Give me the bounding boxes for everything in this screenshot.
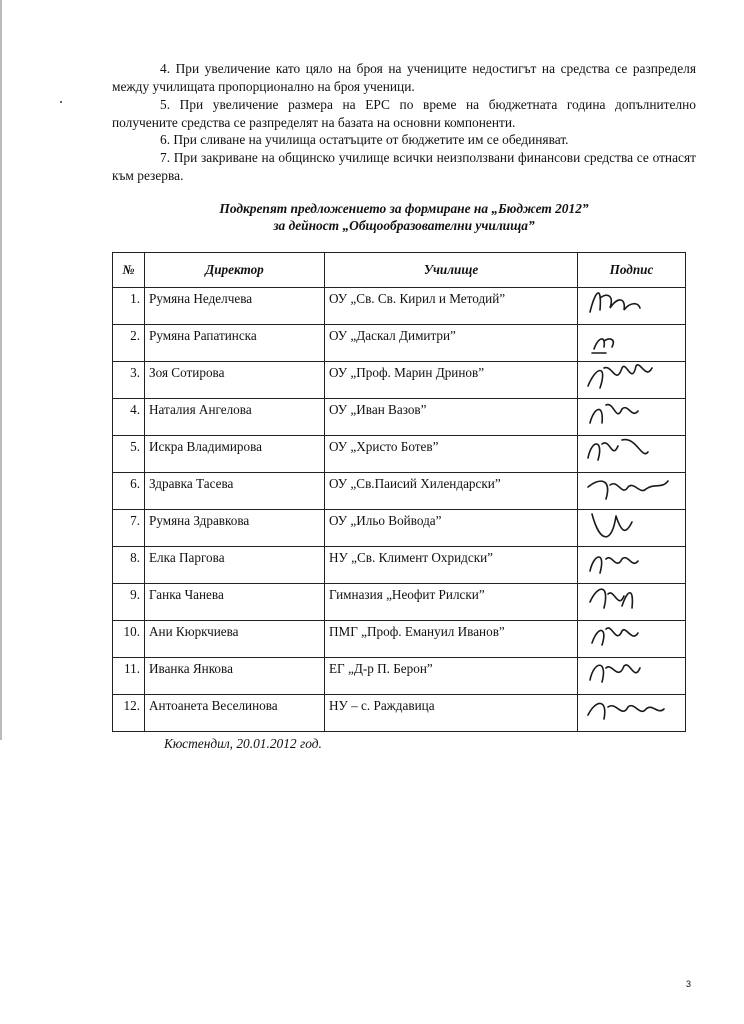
signature-stroke [588,365,652,388]
row-number: 2. [113,325,145,362]
director-name: Румяна Неделчева [145,288,325,325]
signature-stroke [592,514,632,537]
director-name: Здравка Тасева [145,473,325,510]
support-heading [112,200,696,234]
page-number: 3 [686,979,692,989]
school-name: НУ „Св. Климент Охридски” [325,547,578,584]
scan-edge [0,0,2,740]
director-name: Зоя Сотирова [145,362,325,399]
signature-stroke [590,557,638,573]
paragraph-6: 6. При сливане на училища остатъците от бюджетите им се обединяват. [160,132,569,147]
header-school: Училище [325,253,578,288]
school-name: ОУ „Ильо Войвода” [325,510,578,547]
signatures-table [112,252,686,732]
row-number: 4. [113,399,145,436]
row-number: 6. [113,473,145,510]
director-name: Румяна Здравкова [145,510,325,547]
director-name: Румяна Рапатинска [145,325,325,362]
row-number: 12. [113,695,145,732]
school-name: ОУ „Христо Ботев” [325,436,578,473]
header-director: Директор [145,253,325,288]
handwritten-signature [582,689,678,733]
signature-stroke [588,481,668,499]
director-name: Елка Паргова [145,547,325,584]
heading-line-1: Подкрепят предложението за формиране на „Бюджет 2012” [219,201,589,216]
signature-stroke [590,589,632,608]
school-name: Гимназия „Неофит Рилски” [325,584,578,621]
paragraph-5: 5. При увеличение размера на ЕРС по време на бюджетната година допълнително получените средства се разпределят на базата на основни компоненти. [112,97,696,130]
school-name: ПМГ „Проф. Емануил Иванов” [325,621,578,658]
school-name: ЕГ „Д-р П. Берон” [325,658,578,695]
row-number: 10. [113,621,145,658]
director-name: Наталия Ангелова [145,399,325,436]
row-number: 9. [113,584,145,621]
row-number: 5. [113,436,145,473]
row-number: 1. [113,288,145,325]
director-name: Антоанета Веселинова [145,695,325,732]
signature-stroke [590,293,640,312]
director-name: Иванка Янкова [145,658,325,695]
director-name: Ани Кюркчиева [145,621,325,658]
school-name: ОУ „Иван Вазов” [325,399,578,436]
row-number: 7. [113,510,145,547]
place-date: Кюстендил, 20.01.2012 год. [164,736,322,751]
director-name: Ганка Чанева [145,584,325,621]
school-name: ОУ „Проф. Марин Дринов” [325,362,578,399]
table-row [113,695,686,732]
school-name: НУ – с. Раждавица [325,695,578,732]
paragraph-7: 7. При закриване на общинско училище всички неизползвани финансови средства се отнасят към резерва. [112,150,696,183]
header-num: № [113,253,145,288]
director-name: Искра Владимирова [145,436,325,473]
row-number: 3. [113,362,145,399]
scan-dot [60,101,62,103]
signature-stroke [592,628,638,645]
school-name: ОУ „Даскал Димитри” [325,325,578,362]
signature-stroke [590,405,638,423]
row-number: 8. [113,547,145,584]
header-signature: Подпис [578,253,686,288]
signature-stroke [592,339,613,353]
signature-stroke [590,665,640,682]
paragraph-4: 4. При увеличение като цяло на броя на учениците недостигът на средства се разпределя между училищата пропорционално на броя ученици. [112,61,696,94]
school-name: ОУ „Св. Св. Кирил и Методий” [325,288,578,325]
school-name: ОУ „Св.Паисий Хилендарски” [325,473,578,510]
heading-line-2: за дейност „Общообразователни училища” [273,218,535,233]
signature-stroke [588,703,664,719]
signature-cell [578,695,686,732]
row-number: 11. [113,658,145,695]
signature-stroke [588,440,648,460]
